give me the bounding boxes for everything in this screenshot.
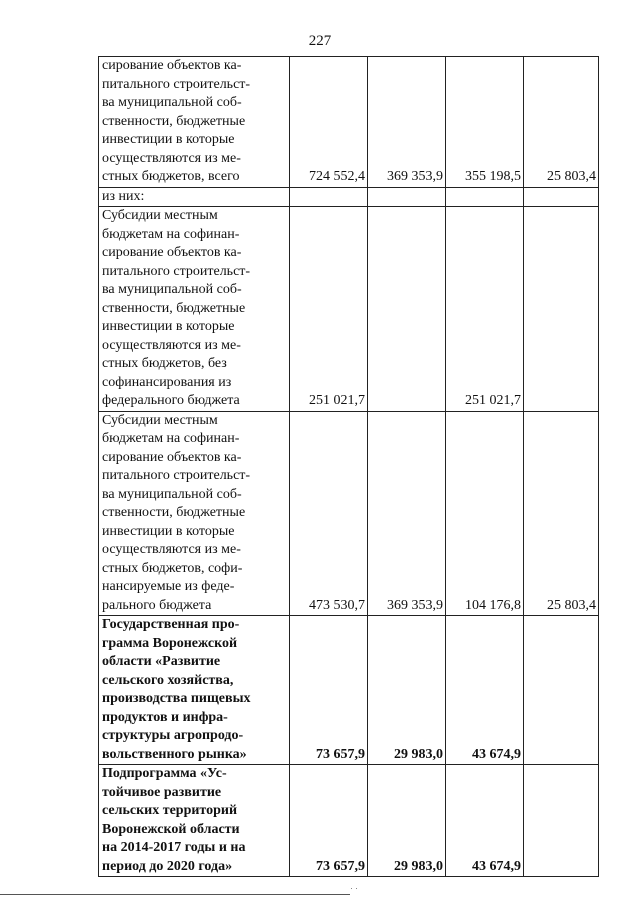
row-description: Субсидии местным бюджетам на софинан- сирование объектов ка- питального строительст- ва муниципальной соб- ственности, бюджетные инвестиции в которые осуществляются из ме- стных бюджетов, софи- нансируемые из феде- рального бюджета [99, 411, 290, 616]
value-other: 25 803,4 [524, 57, 599, 188]
value-federal: 29 983,0 [368, 765, 446, 877]
value-other [524, 207, 599, 412]
row-description: из них: [99, 187, 290, 207]
value-federal: 29 983,0 [368, 616, 446, 765]
value-other: 25 803,4 [524, 411, 599, 616]
value-regional: 355 198,5 [446, 57, 524, 188]
table-row [99, 207, 599, 412]
row-description: Подпрограмма «Ус- тойчивое развитие сельских территорий Воронежской области на 2014-2017 годы и на период до 2020 года» [99, 765, 290, 877]
page-number: 227 [308, 33, 332, 49]
row-description: Государственная про- грамма Воронежской области «Развитие сельского хозяйства, производства пищевых продуктов и инфра- структуры агропродо- вольственного рынка» [99, 616, 290, 765]
value-other [524, 765, 599, 877]
value-total: 473 530,7 [290, 411, 368, 616]
value-federal [368, 187, 446, 207]
value-other [524, 616, 599, 765]
value-federal: 369 353,9 [368, 57, 446, 188]
scan-speck [351, 888, 352, 889]
value-regional: 251 021,7 [446, 207, 524, 412]
value-federal [368, 207, 446, 412]
value-total: 251 021,7 [290, 207, 368, 412]
value-total [290, 187, 368, 207]
row-description: Субсидии местным бюджетам на софинан- сирование объектов ка- питального строительст- ва муниципальной соб- ственности, бюджетные инвестиции в которые осуществляются из ме- стных бюджетов, без софинансирования из федерального бюджета [99, 207, 290, 412]
table-row [99, 57, 599, 188]
value-regional: 43 674,9 [446, 616, 524, 765]
value-total: 724 552,4 [290, 57, 368, 188]
value-regional [446, 187, 524, 207]
table-row [99, 765, 599, 877]
table-row [99, 411, 599, 616]
scan-speck [356, 888, 357, 889]
value-total: 73 657,9 [290, 616, 368, 765]
value-other [524, 187, 599, 207]
table-row [99, 616, 599, 765]
budget-table [98, 56, 599, 877]
value-total: 73 657,9 [290, 765, 368, 877]
value-federal: 369 353,9 [368, 411, 446, 616]
value-regional: 43 674,9 [446, 765, 524, 877]
table-row [99, 187, 599, 207]
row-description: сирование объектов ка- питального строительст- ва муниципальной соб- ственности, бюджетные инвестиции в которые осуществляются из ме- стных бюджетов, всего [99, 57, 290, 188]
value-regional: 104 176,8 [446, 411, 524, 616]
scan-border-line [0, 894, 350, 895]
